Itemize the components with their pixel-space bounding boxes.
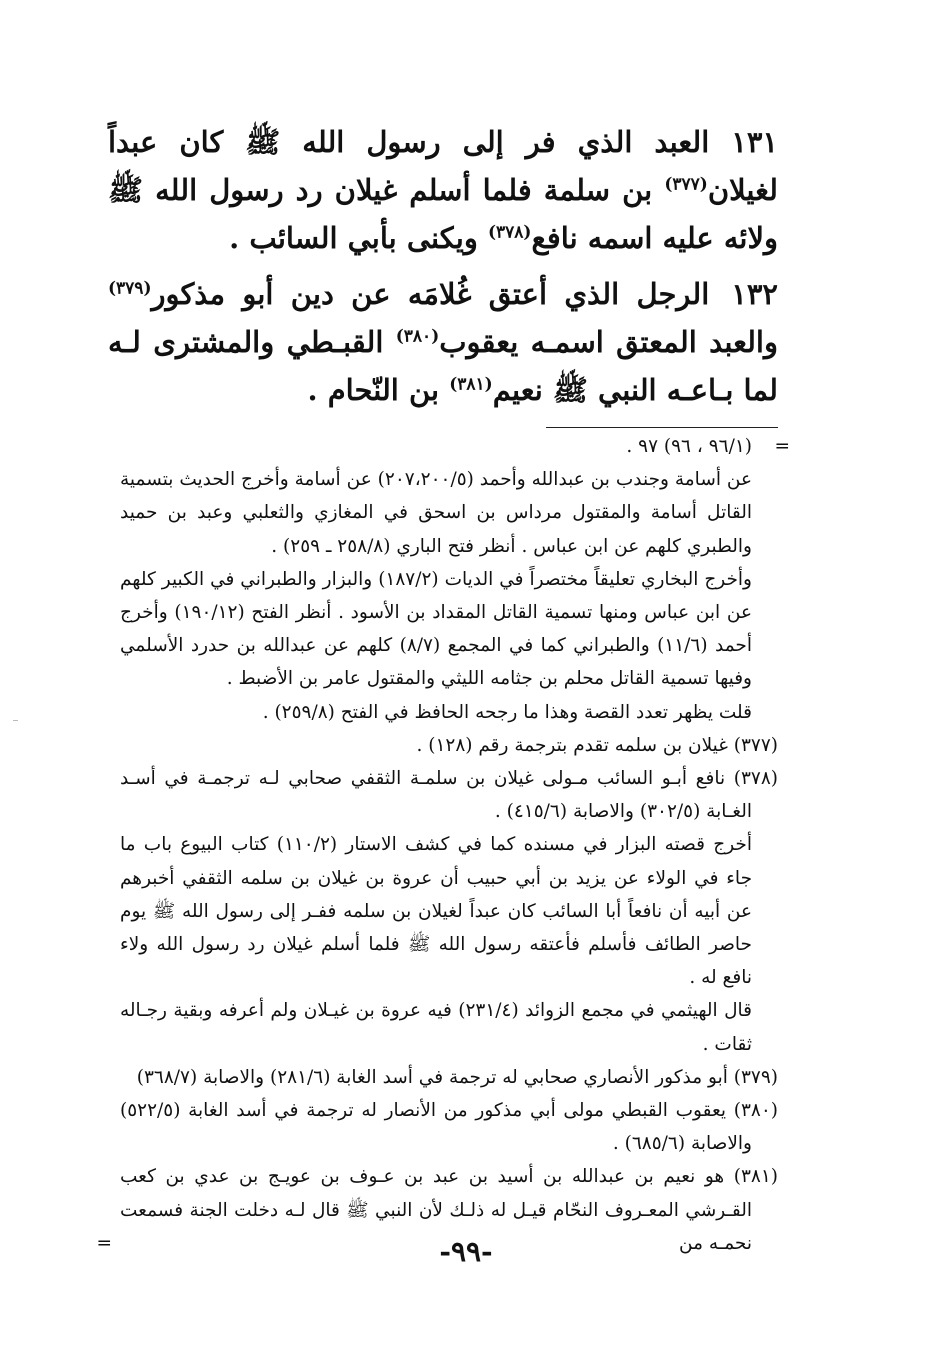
footnote-text: قال الهيثمي في مجمع الزوائد (٢٣١/٤) فيه عروة بن غيـلان ولم أعرفه وبقية رجـاله ثقات .: [120, 1000, 753, 1055]
continuation-mark: =: [774, 436, 790, 457]
footnote-text: عن أسامة وجندب بن عبدالله وأحمد (٢٠٧،٢٠٠/٥) عن أسامة وأخرج الحديث بتسمية القاتل أسامة والمقتول مرداس بن اسحق في المغازي والثعلبي وعبد بن حميد والطبري كلهم عن ابن عباس . أنظر فتح الباري (٢٥٨/٨ ـ ٢٥٩) .: [120, 469, 753, 557]
margin-mark: [13, 720, 18, 721]
entry-text: ويكنى بأبي السائب .: [229, 221, 488, 255]
footnote-ref[interactable]: (٣٧٧): [664, 174, 708, 195]
footnote-381: (٣٨١) هو نعيم بن عبدالله بن أسيد بن عبد بن عـوف بن عويـج بن عدي بن كعب القـرشي المعـروف النحّام قيـل له ذلـك لأن النبي ﷺ قال لـه دخلت الجنة فسمعت نحمـه من =: [96, 1166, 778, 1254]
footnote-text: (٣٨١) هو نعيم بن عبدالله بن أسيد بن عبد بن عـوف بن عويـج بن عدي بن كعب القـرشي المعـروف النحّام قيـل له ذلـك لأن النبي ﷺ قال لـه دخلت الجنة فسمعت نحمـه من: [120, 1166, 778, 1254]
entry-text: والعبد المعتق اسمـه يعقوب: [439, 325, 778, 359]
page-number: -٩٩-: [439, 1235, 493, 1268]
footnotes: [96, 430, 790, 1260]
main-text: [108, 118, 778, 414]
entry-text: بن سلمة فلما أسلم غيلان رد رسول الله ﷺ ولائه عليه اسمه نافع: [108, 173, 778, 255]
footnote-380: (٣٨٠) يعقوب القبطي مولى أبي مذكور من الأنصار له ترجمة في أسد الغابة (٥٢٢/٥) والاصابة (٦٨٥/٦) .: [120, 1100, 778, 1155]
footnote-ref[interactable]: (٣٧٨): [487, 222, 532, 243]
entry-number: ١٣٢: [731, 277, 778, 311]
footnote-379: (٣٧٩) أبو مذكور الأنصاري صحابي له ترجمة في أسد الغابة (٢٨١/٦) والاصابة (٣٦٨/٧): [136, 1066, 778, 1088]
entry-131: [108, 118, 778, 262]
footnote-separator: [546, 427, 778, 428]
footnote-text: أخرج قصته البزار في مسنده كما في كشف الاستار (١١٠/٢) كتاب البيوع باب ما جاء في الولاء عن يزيد بن أبي حبيب أن عروة بن غيلان بن سلمه الثقفي أخبرهم عن أبيه أن نافعاً أبا السائب كان عبداً لغيلان بن سلمه ففـر إلى رسول الله ﷺ يوم حاصر الطائف فأسلم فأعتقه رسول الله ﷺ فلما أسلم غيلان رد رسول الله ولاء نافع له .: [120, 834, 753, 989]
footnote-ref[interactable]: (٣٨١): [449, 374, 493, 395]
entry-text: القبـطي والمشترى لـه لما بـاعـه النبي ﷺ نعيم: [108, 325, 778, 407]
entry-text: بن النّحام .: [307, 373, 450, 407]
entry-text: الرجل الذي أعتق غُلامَه عن دين أبو مذكور: [151, 277, 710, 311]
footnote-continuation: [120, 430, 790, 463]
footnote-text: (٩٦/١ ، ٩٦) ٩٧ .: [626, 436, 752, 457]
entry-132: [108, 270, 778, 414]
footnote-text: قلت يظهر تعدد القصة وهذا ما رجحه الحافظ في الفتح (٢٥٩/٨) .: [262, 701, 752, 723]
entry-number: ١٣١: [731, 125, 778, 159]
footnote-378: (٣٧٨) نافع أبـو السائب مـولى غيلان بن سلمـة الثقفي صحابي لـه ترجمـة في أسـد الغـابة (٣٠٢/٥) والاصابة (٤١٥/٦) .: [120, 768, 778, 823]
footnote-text: وأخرج البخاري تعليقاً مختصراً في الديات (١٨٧/٢) والبزار والطبراني في الكبير كلهم عن ابن عباس ومنها تسمية القاتل المقداد بن الأسود . أنظر الفتح (١٩٠/١٢) وأخرج أحمد (١١/٦) والطبراني كما في المجمع (٨/٧) كلهم عن عبدالله بن حدرد الأسلمي وفيها تسمية القاتل محلم بن جثامه الليثي والمقتول عامر بن الأضبط .: [120, 568, 753, 690]
footnote-ref[interactable]: (٣٧٩): [108, 278, 152, 299]
footnote-ref[interactable]: (٣٨٠): [395, 326, 440, 347]
footnote-377: (٣٧٧) غيلان بن سلمه تقدم بترجمة رقم (١٢٨) .: [416, 734, 778, 756]
entry-text: العبد الذي فر إلى رسول الله ﷺ كان عبداً لغيلان: [108, 125, 778, 207]
